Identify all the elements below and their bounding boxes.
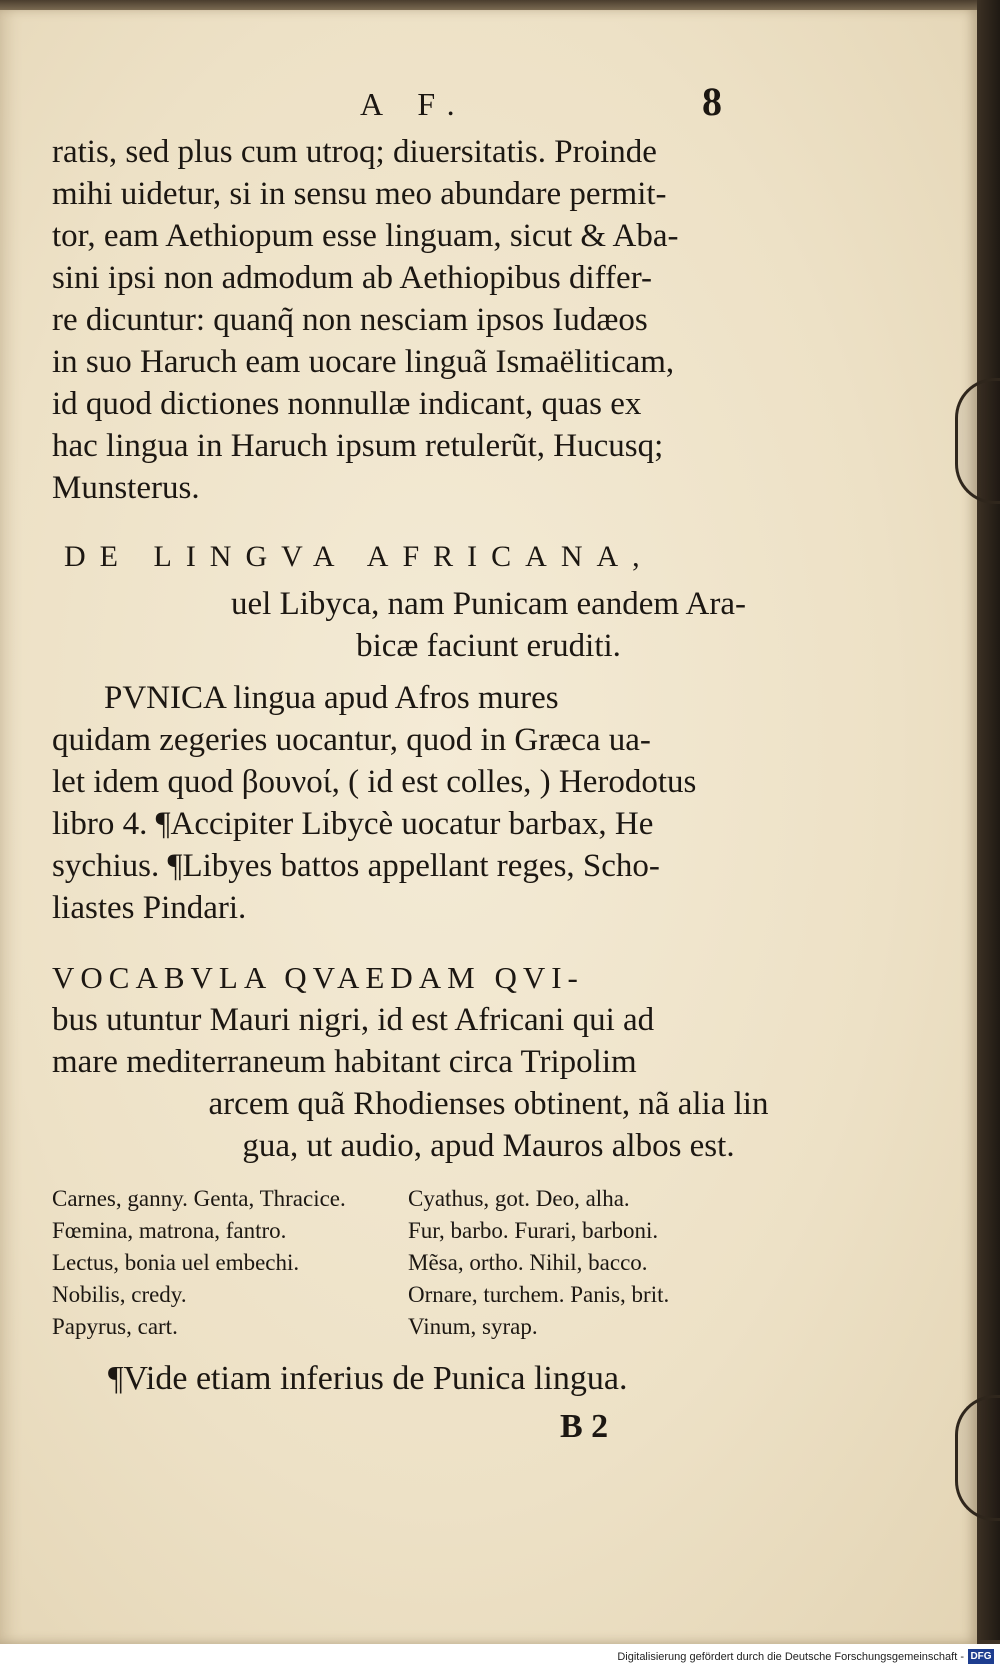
vocab-right-entry: Mẽsa, ortho. Nihil, bacco. [408, 1250, 648, 1275]
vocab-left-entry: Papyrus, cart. [52, 1314, 178, 1339]
section2-centered-line: gua, ut audio, apud Mauros albos est. [242, 1128, 735, 1164]
dfg-logo: DFG [968, 1649, 994, 1664]
section-subheading-line: bicæ faciunt eruditi. [356, 628, 621, 664]
paragraph1-line: mihi uidetur, si in sensu meo abundare permit- [52, 176, 667, 212]
paragraph1-line: id quod dictiones nonnullæ indicant, quas ex [52, 386, 642, 422]
running-head: A F. [360, 86, 469, 122]
book-edge [977, 0, 1000, 1640]
page-clip-upper [955, 378, 1000, 504]
paragraph2-line: PVNICA lingua apud Afros mures [104, 680, 559, 716]
page-number: 8 [702, 79, 722, 124]
funding-credit: Digitalisierung gefördert durch die Deutsche Forschungsgemeinschaft - [617, 1651, 964, 1663]
vocab-right-entry: Fur, barbo. Furari, barboni. [408, 1218, 659, 1243]
paragraph1-line: sini ipsi non admodum ab Aethiopibus differ- [52, 260, 653, 296]
paragraph1-line: in suo Haruch eam uocare linguã Ismaëliticam, [52, 344, 675, 380]
paragraph2-line: quidam zegeries uocantur, quod in Græca ua- [52, 722, 651, 758]
page-top-edge [0, 0, 1000, 10]
paragraph1-line: Munsterus. [52, 470, 200, 506]
section2-centered-line: arcem quã Rhodienses obtinent, nã alia lin [208, 1086, 769, 1122]
vocab-right-entry: Cyathus, got. Deo, alha. [408, 1186, 630, 1211]
vocab-right-entry: Vinum, syrap. [408, 1314, 538, 1339]
paragraph2-line: let idem quod βουνοί, ( id est colles, ) Herodotus [52, 764, 697, 800]
paragraph2-line: libro 4. ¶Accipiter Libycè uocatur barbax, He [52, 806, 654, 842]
page-clip-lower [955, 1395, 1000, 1521]
closing-note: ¶Vide etiam inferius de Punica lingua. [108, 1360, 628, 1397]
paragraph2-line: liastes Pindari. [52, 890, 247, 926]
signature-mark: B 2 [560, 1408, 609, 1445]
section2-heading-line: bus utuntur Mauri nigri, id est Africani qui ad [52, 1002, 655, 1038]
section-heading: DE LINGVA AFRICANA, [64, 540, 654, 573]
vocab-left-entry: Nobilis, credy. [52, 1282, 187, 1307]
section2-heading-line: VOCABVLA QVAEDAM QVI- [52, 960, 584, 995]
vocab-left-entry: Fœmina, matrona, fantro. [52, 1218, 287, 1243]
section2-heading-line: mare mediterraneum habitant circa Tripolim [52, 1044, 637, 1080]
paragraph1-line: ratis, sed plus cum utroq; diuersitatis. Proinde [52, 134, 657, 170]
section-subheading-line: uel Libyca, nam Punicam eandem Ara- [231, 586, 746, 622]
vocab-left-entry: Lectus, bonia uel embechi. [52, 1250, 300, 1275]
paragraph1-line: tor, eam Aethiopum esse linguam, sicut & Aba- [52, 218, 679, 254]
vocab-left-entry: Carnes, ganny. Genta, Thracice. [52, 1186, 346, 1211]
paragraph2-line: sychius. ¶Libyes battos appellant reges, Scho- [52, 848, 660, 884]
paragraph1-line: re dicuntur: quanq̃ non nesciam ipsos Iudæos [52, 302, 648, 338]
paragraph1-line: hac lingua in Haruch ipsum retulerũt, Hucusq; [52, 428, 664, 464]
vocab-right-entry: Ornare, turchem. Panis, brit. [408, 1282, 670, 1307]
